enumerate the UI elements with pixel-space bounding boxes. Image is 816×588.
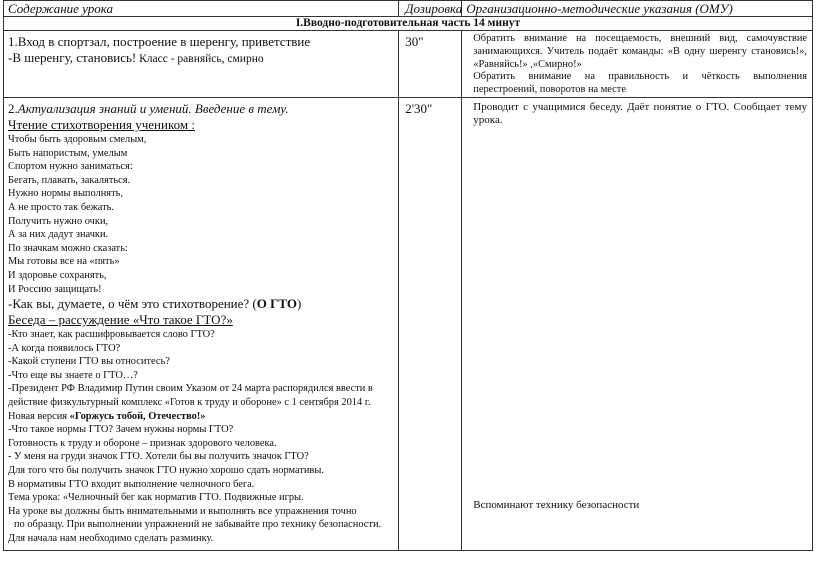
discussion-question: -Какой ступени ГТО вы относитесь? [8,356,170,368]
discussion-line: - У меня на груди значок ГТО. Хотели бы вы получить значок ГТО? [8,451,309,463]
poem-line: Спортом нужно заниматься: [8,161,133,173]
poem-question-text: -Как вы, думаете, о чём это стихотворение? ( [8,296,257,312]
discussion-question: -Кто знает, как расшифровывается слово ГТО? [8,329,215,341]
poem-line: Быть напористым, умелым [8,147,128,159]
poem-question [8,296,394,312]
row1-dose: 30" [399,31,462,98]
row1-command-line: -В шеренгу, становись! [8,50,137,65]
poem-question-close: ) [297,296,302,312]
row1-command-tail: Класс - равняйсь, смирно [136,53,264,65]
discussion-line: -Что такое нормы ГТО? Зачем нужны нормы ГТО? [8,424,234,436]
discussion-line: Готовность к труду и обороне – признак здорового человека. [8,437,277,449]
row-actualization [4,97,813,550]
header-content: Содержание урока [4,1,399,17]
poem-line: А не просто так бежать. [8,201,114,213]
row2-note1: Проводит с учащимися беседу. Даёт понятие о ГТО. Сообщает тему урока. [473,100,807,126]
poem-line: Мы готовы все на «пять» [8,256,120,268]
poem-line: Бегать, плавать, закаляться. [8,174,131,186]
decree-text [8,382,394,423]
poem-heading: Чтение стихотворения учеником : [8,116,195,132]
row2-content [4,97,399,550]
row1-content [4,31,399,98]
row1-line2 [8,50,394,67]
notes-spacer [473,127,807,499]
poem-line: Получить нужно очки, [8,215,109,227]
row2-dose: 2'30" [399,97,462,550]
lesson-plan-table [3,0,813,551]
section-row [4,17,813,31]
row2-title-num: 2. [8,100,18,116]
row1-note2: Обратить внимание на правильность и чёткость выполнения перестроений, поворотов на месте [473,71,807,96]
poem-question-answer: О ГТО [256,296,298,312]
row1-note1: Обратить внимание на посещаемость, внешний вид, самочувствие занимающихся. Учитель подаёт команды: «В одну шеренгу становись!», «Равняйсь!» ,«Смирно!» [473,33,807,70]
row2-title-text: Актуализация знаний и умений. Введение в тему. [17,100,289,116]
poem-line: И Россию защищать! [8,283,102,295]
poem [8,133,394,296]
decree-text-main: -Президент РФ Владимир Путин своим Указом от 24 марта распорядился ввести в действие физкультурный комплекс «Готов к труду и обороне» с 1 сентября 2014 г. Новая версия [8,383,373,422]
discussion [8,328,394,546]
header-row [4,1,813,17]
discussion-line: Для того что бы получить значок ГТО нужно хорошо сдать нормативы. [8,465,324,477]
poem-line: А за них дадут значки. [8,229,109,241]
header-notes: Организационно-методические указания (ОМУ) [462,1,813,17]
discussion-question: -А когда появилось ГТО? [8,342,121,354]
poem-line: Нужно нормы выполнять, [8,188,123,200]
warmup-line: Для начала нам необходимо сделать разминку. [8,533,214,545]
lesson-topic: Тема урока: «Челночный бег как норматив ГТО. Подвижные игры. [8,492,304,504]
row1-notes [462,31,813,98]
row2-notes [462,97,813,550]
section-title: I.Вводно-подготовительная часть 14 минут [4,17,813,31]
row1-line1: 1.Вход в спортзал, построение в шеренгу, приветствие [8,34,311,49]
poem-line: По значкам можно сказать: [8,242,128,254]
safety-line: На уроке вы должны быть внимательными и выполнять все упражнения точно [8,505,357,517]
discussion-line: В нормативы ГТО входит выполнение челночного бега. [8,478,255,490]
discussion-question: -Что еще вы знаете о ГТО…? [8,369,138,381]
decree-version: «Горжусь тобой, Отечество!» [69,410,206,422]
discussion-heading: Беседа – рассуждение «Что такое ГТО?» [8,312,233,328]
poem-line: И здоровье сохранять, [8,269,107,281]
safety-line-cont: по образцу. При выполнении упражнений не забывайте про технику безопасности. [14,519,382,531]
header-dose: Дозировка [399,1,462,17]
row2-note2: Вспоминают технику безопасности [473,498,640,511]
poem-line: Чтобы быть здоровым смелым, [8,133,147,145]
row2-title [8,101,394,117]
row-entry-greeting [4,31,813,98]
